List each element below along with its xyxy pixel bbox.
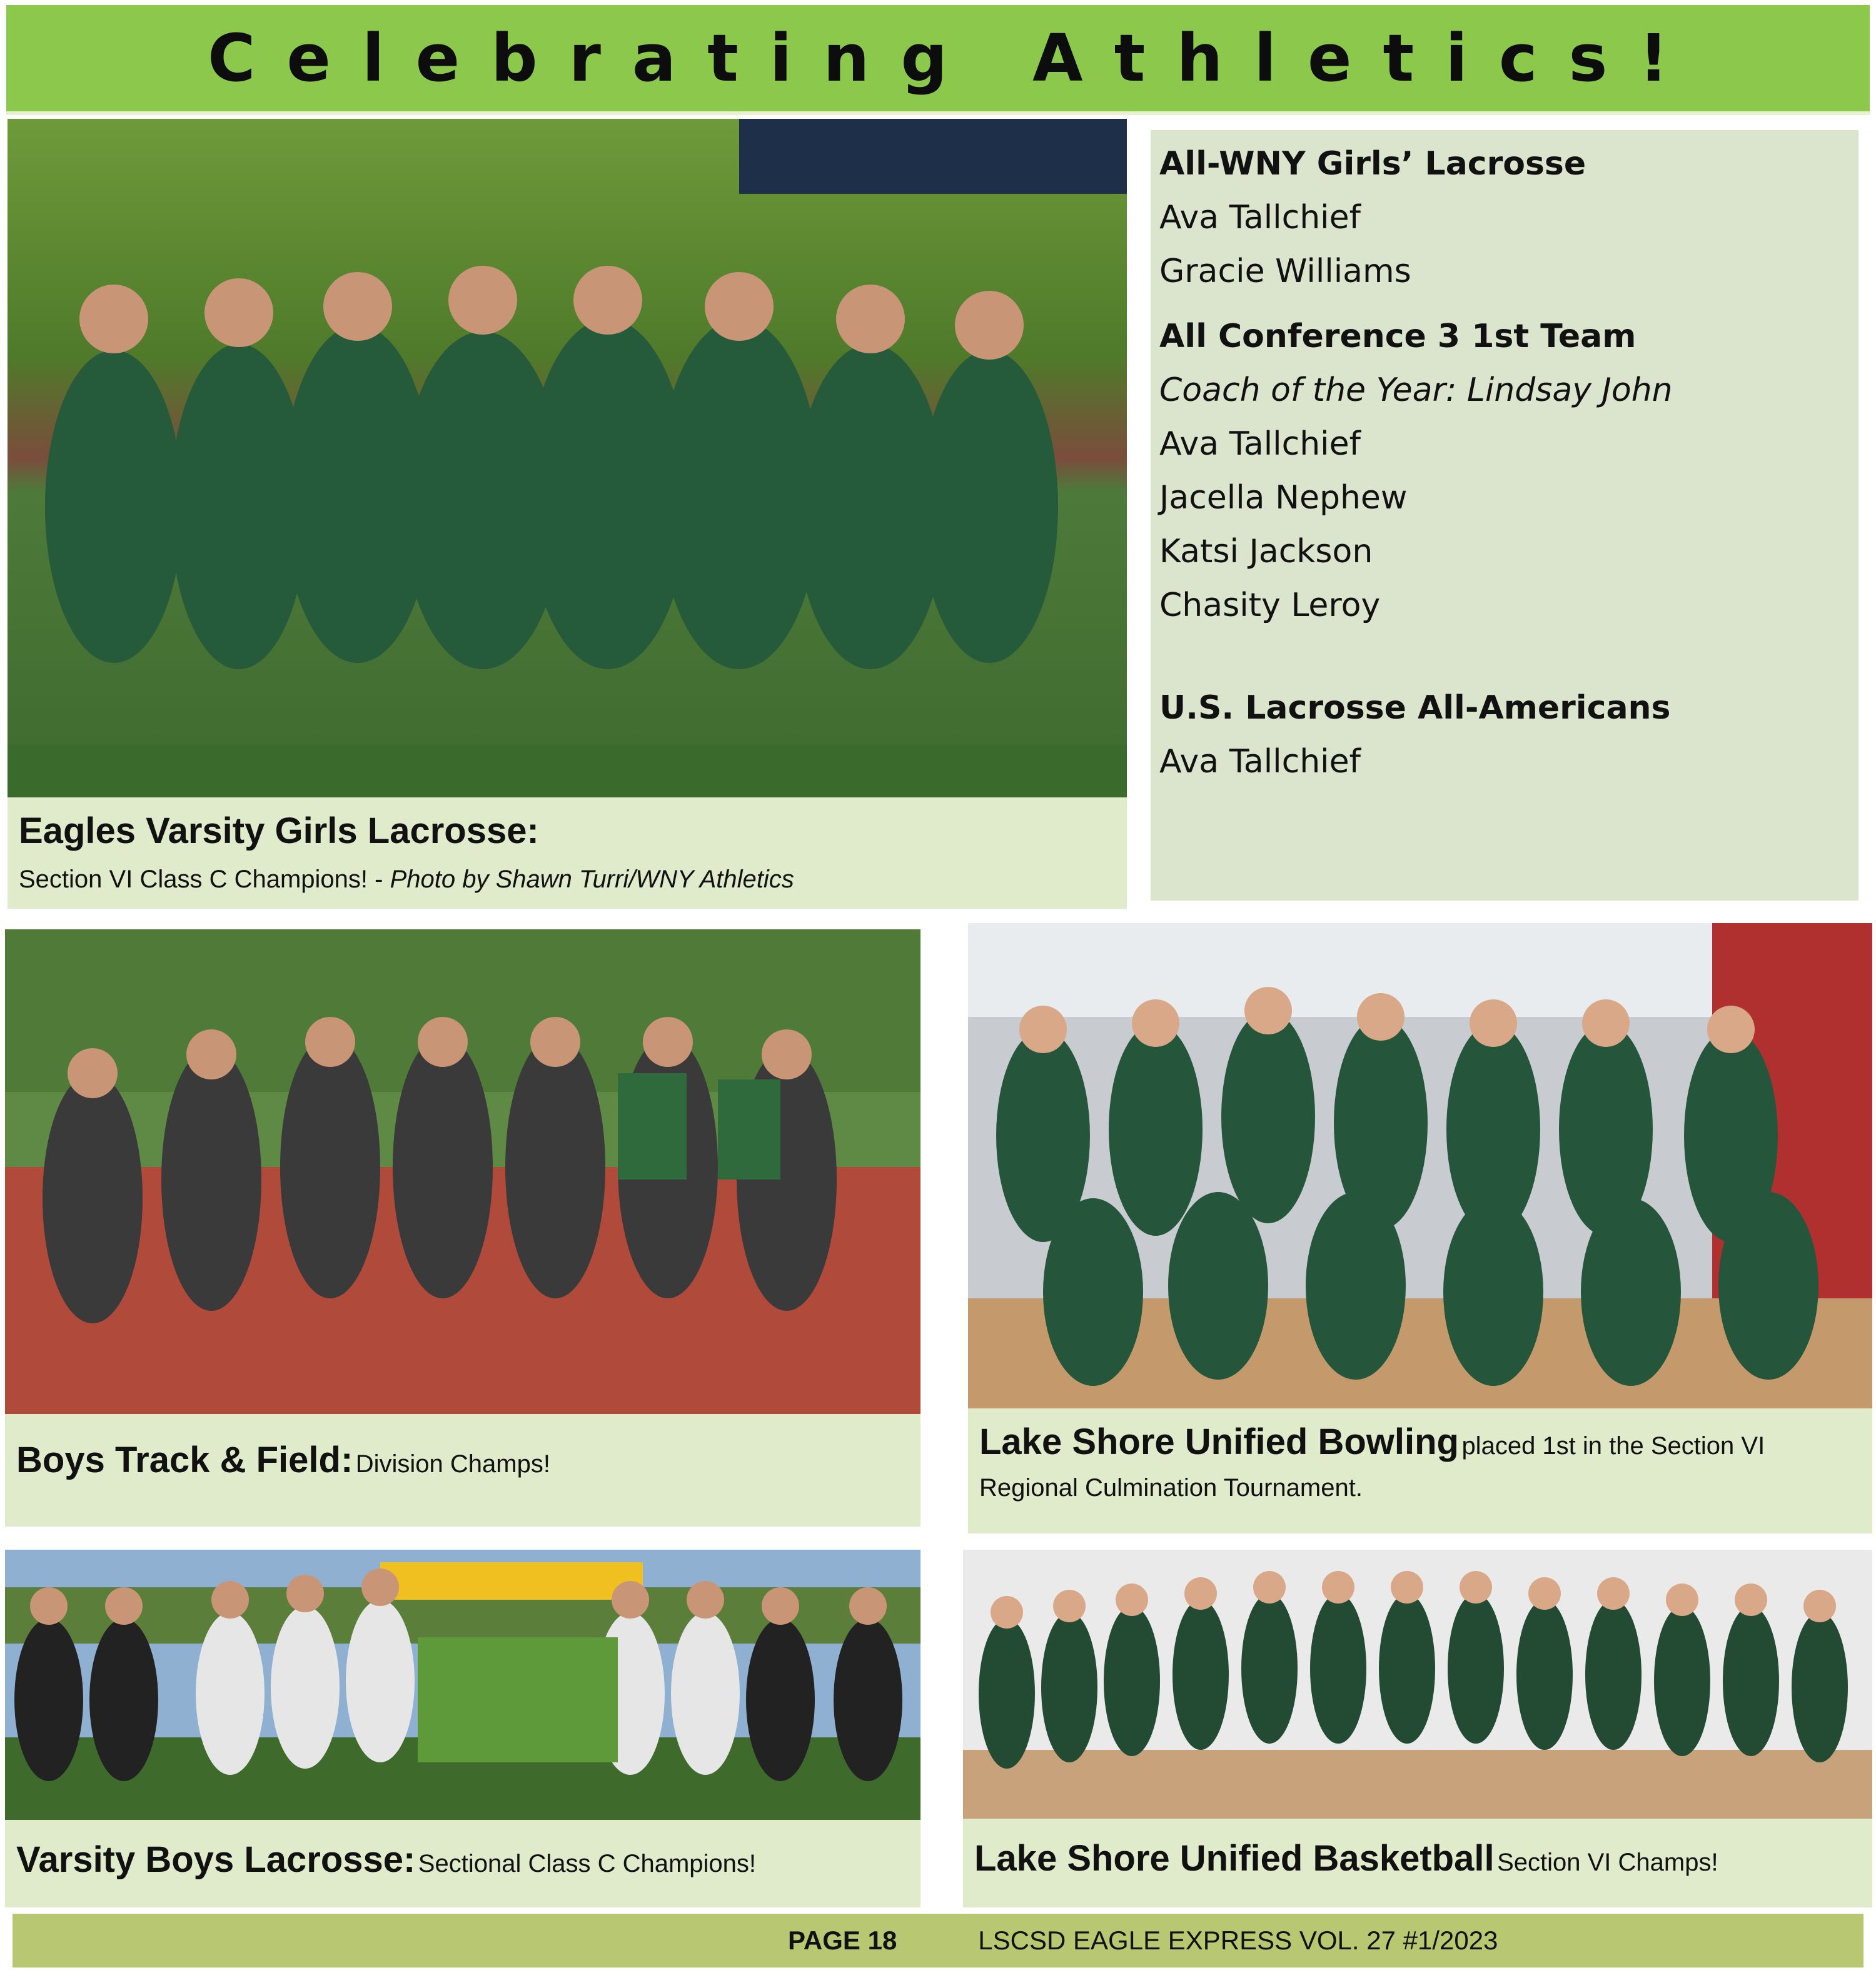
page-number: PAGE 18	[788, 1926, 897, 1955]
girls-lacrosse-subtitle: Section VI Class C Champions! -	[19, 866, 390, 893]
girls-lacrosse-photo	[8, 119, 1127, 797]
bowling-caption	[968, 1408, 1872, 1533]
boys-lacrosse-photo	[5, 1550, 920, 1820]
publication-info: LSCSD EAGLE EXPRESS VOL. 27 #1/2023	[978, 1926, 1498, 1955]
all-conference-heading: All Conference 3 1st Team	[1159, 318, 1636, 355]
coach-of-year: Coach of the Year: Lindsay John	[1159, 371, 1673, 409]
bowling-subtitle-2: Regional Culmination Tournament.	[979, 1474, 1363, 1502]
header-banner	[6, 5, 1870, 115]
basketball-subtitle: Section VI Champs!	[1497, 1849, 1718, 1876]
award-name: Gracie Williams	[1159, 253, 1411, 290]
award-name: Jacella Nephew	[1159, 479, 1408, 517]
track-team-photo	[5, 929, 920, 1414]
award-name: Chasity Leroy	[1159, 587, 1381, 624]
bowling-title: Lake Shore Unified Bowling	[979, 1422, 1459, 1462]
boys-lacrosse-caption	[5, 1820, 920, 1907]
track-caption	[5, 1414, 920, 1527]
bowling-subtitle-1: placed 1st in the Section VI	[1461, 1432, 1765, 1460]
all-wny-heading: All-WNY Girls’ Lacrosse	[1159, 145, 1586, 183]
boys-lacrosse-subtitle: Sectional Class C Champions!	[418, 1850, 757, 1877]
all-wny-section	[1159, 145, 1850, 290]
girls-lacrosse-title: Eagles Varsity Girls Lacrosse:	[19, 811, 539, 851]
all-american-section	[1159, 689, 1850, 780]
photo-credit: Photo by Shawn Turri/WNY Athletics	[390, 866, 794, 893]
page-footer	[13, 1914, 1863, 1967]
award-name: Ava Tallchief	[1159, 743, 1361, 780]
girls-lacrosse-caption	[8, 797, 1127, 909]
basketball-team-photo	[963, 1550, 1872, 1819]
bowling-team-photo	[968, 923, 1872, 1408]
basketball-caption	[963, 1819, 1872, 1907]
award-name: Katsi Jackson	[1159, 533, 1373, 570]
all-conference-section	[1159, 318, 1850, 624]
awards-panel	[1151, 130, 1858, 901]
page-title: Celebrating Athletics!	[208, 20, 1700, 96]
track-title: Boys Track & Field:	[16, 1440, 353, 1480]
all-american-heading: U.S. Lacrosse All-Americans	[1159, 689, 1671, 727]
award-name: Ava Tallchief	[1159, 425, 1361, 463]
track-subtitle: Division Champs!	[355, 1450, 550, 1478]
boys-lacrosse-title: Varsity Boys Lacrosse:	[16, 1839, 416, 1880]
basketball-title: Lake Shore Unified Basketball	[974, 1838, 1495, 1879]
award-name: Ava Tallchief	[1159, 199, 1361, 236]
